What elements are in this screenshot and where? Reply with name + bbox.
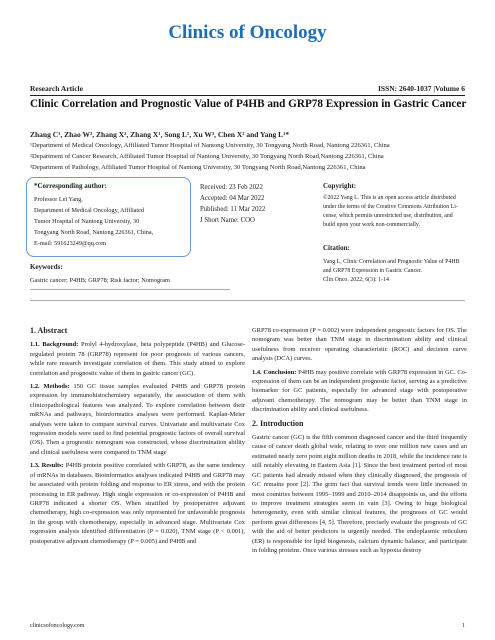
conclusion-text: P4HB may positive correlate with GRP78 expression in GC. Co-expression of them can be an independent prognostic factor, serving as a predictive biomarker for GC patients, especially for advanced stage with postoperative adjuvant chemotherapy. The nomogram may be better than TNM stage in discrimination ability and clinical usefulness. <box>252 368 467 414</box>
affiliation-1: ¹Department of Medical Oncology, Affiliated Tumor Hospital of Nantong University, 30 Tongyang North Road, Nantong 226361, China <box>30 142 390 149</box>
left-column <box>30 326 245 550</box>
author-list: Zhang C¹, Zhao W², Zhang X², Zhang X¹, Song L¹, Xu W³, Chen X² and Yang L¹* <box>30 130 290 139</box>
right-column <box>252 326 467 559</box>
introduction-text: Gastric cancer (GC) is the fifth common diagnosed cancer and the third frequently cause of cancer death global wide, relating to over one million new cases and an estimated nearly zero point eight million deaths in 2018, while the incidence rate is still notably elevating in Eastern Asia [1]. Since the best treatment period of most GC patients had already missed when they clinically diagnosed, the prognosis of GC remains poor [2]. The grim fact that survival trends were little increased in most countries between 1995–1999 and 2010–2014 disappoints us, and the efforts to improve treatment strategies seem in vain [3]. Owing to huge biological heterogeneity, even with similar clinical features, the prognoses of GC would perform great differences [4, 5]. Therefore, precisely evaluate the prognosis of GC with the aid of better predictors is urgently needed. The endoplasmic reticulum (ER) is responsible for lipid biogenesis, calcium dynamic balance, and participate in folding proteins. Once various stresses such as hypoxia destroy <box>252 434 467 554</box>
corresponding-line: Professor Lei Yang, <box>34 196 83 203</box>
citation-text <box>323 258 473 285</box>
abstract-conclusion <box>252 368 467 415</box>
results-continued: GRP78 co-expression (P = 0.002) were independent prognostic factors for OS. The nomogram was better than TNM stage in discrimination ability and clinical usefulness from receiver operating characteristic (ROC) and decision curve analysis (DCA) curves. <box>252 327 467 363</box>
accepted-date: Accepted: 04 Mar 2022 <box>200 195 265 202</box>
header-rule <box>30 95 465 96</box>
corresponding-line: Department of Medical Oncology, Affiliated <box>34 207 144 214</box>
abstract-methods <box>30 382 245 457</box>
methods-label: 1.2. Methods: <box>30 383 70 391</box>
abstract-background <box>30 340 245 378</box>
article-dates <box>200 182 265 226</box>
copyright-text <box>323 194 473 230</box>
copyright-line: ©2022 Yang L. This is an open access article distributed <box>323 195 456 201</box>
keywords-title: Keywords: <box>30 263 63 271</box>
conclusion-label: 1.4. Conclusion: <box>252 368 297 376</box>
copyright-line: build upon your work non-commercially. <box>323 222 420 228</box>
results-label: 1.3. Results: <box>30 462 64 470</box>
copyright-line: under the terms of the Creative Commons Attribution Li- <box>323 204 458 210</box>
corresponding-email[interactable]: E-mail: 591623249@qq.com <box>34 240 107 247</box>
background-text: Prolyl 4-hydroxylase, beta polypeptide (P4HB) and Glucose-regulated protein 78 (GRP78) represent for poor prognosis of various cancers, while rare research investigate correlation of them. This study aimed to explore correlation and prognostic value of them in gastric cancer (GC). <box>30 341 246 377</box>
section-rule <box>30 300 465 301</box>
affiliation-2: ²Department of Cancer Research, Affiliated Tumor Hospital of Nantong University, 30 Tongyang North Road,Nantong 226361, China <box>30 153 384 160</box>
copyright-title: Copyright: <box>323 182 357 190</box>
published-date: Published: 11 Mar 2022 <box>200 206 266 213</box>
affiliation-3: ³Department of Pathology, Affiliated Tumor Hospital of Nantong University, 30 Tongyang North Road,Nantong 226361, China <box>30 164 366 171</box>
abstract-heading: 1. Abstract <box>30 326 68 335</box>
keywords-text: Gastric cancer; P4HB; GRP78; Risk factor; Nomogram <box>30 277 170 284</box>
received-date: Received: 23 Feb 2022 <box>200 184 263 191</box>
short-name: J Short Name: COO <box>200 217 255 224</box>
introduction-heading: 2. Introduction <box>252 418 304 428</box>
citation-title: Citation: <box>323 244 350 252</box>
corresponding-line: Tongyang North Road, Nantong 226361, China, <box>34 229 154 236</box>
methods-text: 150 GC tissue samples evaluated P4HB and GRP78 protein expression by immunohistochemistry separately, the association of them with clinicopathological features was analyzed. To explore correlation between their mRNAs and pathways, bioinformatics analyses were performed. Kaplan-Meier analyses were taken to compare survival curves. Univariate and multivariate Cox regression models were used to find potential prognostic factors of overall survival (OS). Then a prognostic nomogram was constructed, whose discrimination ability and clinical usefulness were compared to TNM stage <box>30 383 246 456</box>
footer-site-link[interactable]: clinicsofoncology.com <box>30 623 85 629</box>
citation-line: Clin Onco. 2022; 6(3): 1-14 <box>323 277 389 283</box>
issn-volume: ISSN: 2640-1037 |Volume 6 <box>377 84 465 93</box>
results-text: P4HB protein positive correlated with GRP78, as the same tendency of mRNAs in databases. Bioinformatics analyses indicated P4HB and GRP78 may be associated with protein folding and response to ER stress, and with the protein processing in ER pathway. High single expression or co-expression of P4HB and GRP78 indicated a shorter OS. When stratified by postoperative adjuvant chemotherapy, high co-expression was only represented for unfavorable prognosis in the group with chemotherapy, especially in advanced stage. Multivariate Cox regression analysis identified differentiation (P = 0.020), TNM stage (P < 0.001), postoperative adjuvant chemotherapy (P = 0.005) and P4HB and <box>30 462 246 545</box>
copyright-line: cense, which permits unrestricted use, distribution, and <box>323 213 453 219</box>
article-title: Clinic Correlation and Prognostic Value of P4HB and GRP78 Expression in Gastric Cancer <box>30 98 467 110</box>
keywords-rule <box>30 289 230 290</box>
abstract-results <box>30 461 245 546</box>
corresponding-author-title: *Corresponding author: <box>34 182 107 190</box>
background-label: 1.1. Background: <box>30 341 79 349</box>
journal-title: Clinics of Oncology <box>168 22 327 43</box>
citation-line: Yang L, Clinic Correlation and Prognostic Value of P4HB <box>323 259 460 265</box>
corresponding-line: Tumor Hospital of Nantong University, 30 <box>34 218 140 225</box>
page-number: 1 <box>462 623 465 629</box>
citation-line: and GRP78 Expression in Gastric Cancer. <box>323 268 422 274</box>
article-type: Research Article <box>30 84 83 93</box>
